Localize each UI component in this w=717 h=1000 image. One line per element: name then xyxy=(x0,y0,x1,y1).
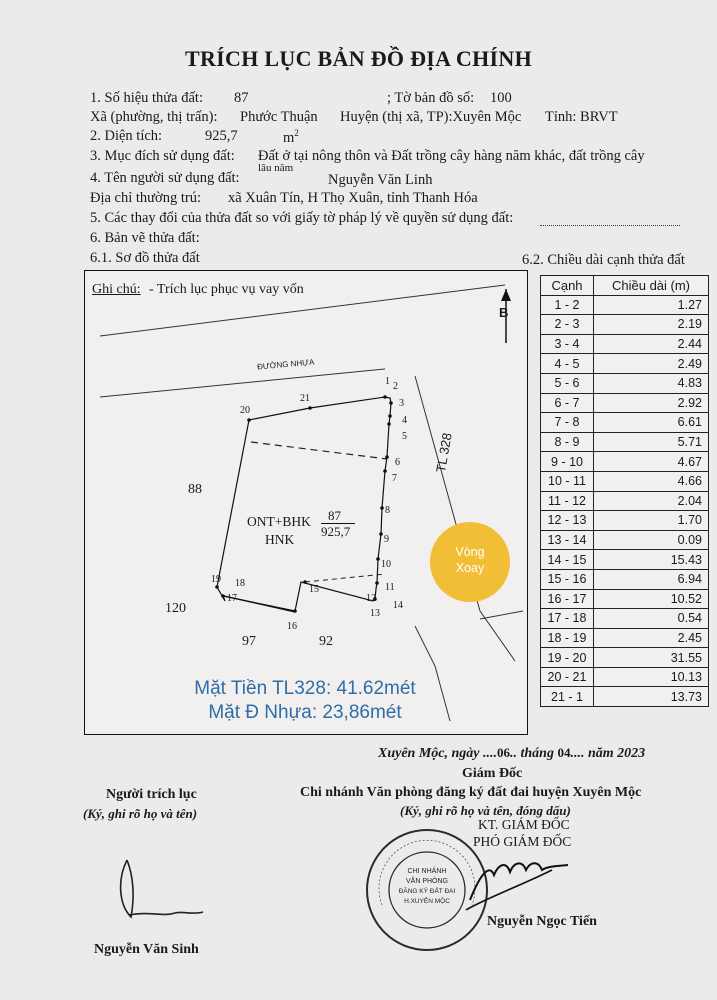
length-cell: 15.43 xyxy=(594,550,709,570)
col-length-header: Chiều dài (m) xyxy=(594,276,709,296)
extractor-note: (Ký, ghi rõ họ và tên) xyxy=(83,806,198,821)
length-cell: 6.61 xyxy=(594,413,709,433)
edge-length-table xyxy=(540,275,709,707)
table-row xyxy=(541,295,709,315)
province-label: Tỉnh: BRVT xyxy=(545,109,618,125)
signer-name: Nguyễn Ngọc Tiến xyxy=(487,914,597,929)
point-17: 17 xyxy=(227,593,237,604)
neighbor-92: 92 xyxy=(319,634,333,649)
address-label: Địa chỉ thường trú: xyxy=(90,190,201,206)
director-signature xyxy=(462,840,612,920)
table-row xyxy=(541,648,709,668)
edge-cell: 13 - 14 xyxy=(541,530,594,550)
point-15: 15 xyxy=(309,584,319,595)
neighbor-120: 120 xyxy=(165,601,186,616)
table-row xyxy=(541,393,709,413)
edge-cell: 2 - 3 xyxy=(541,315,594,335)
edge-cell: 4 - 5 xyxy=(541,354,594,374)
edge-cell: 19 - 20 xyxy=(541,648,594,668)
neighbor-88: 88 xyxy=(188,482,202,497)
edge-cell: 16 - 17 xyxy=(541,589,594,609)
dashed-line-1 xyxy=(251,442,387,459)
deputy-title: PHÓ GIÁM ĐỐC xyxy=(473,834,572,849)
map-sheet-no: 100 xyxy=(490,90,512,106)
table-row xyxy=(541,667,709,687)
length-cell: 4.83 xyxy=(594,373,709,393)
district-label: Huyện (thị xã, TP):Xuyên Mộc xyxy=(340,109,522,125)
document-title: TRÍCH LỤC BẢN ĐỒ ĐỊA CHÍNH xyxy=(184,46,532,71)
length-cell: 0.09 xyxy=(594,530,709,550)
length-cell: 1.27 xyxy=(594,295,709,315)
table-row xyxy=(541,471,709,491)
parcel-use2: HNK xyxy=(265,532,295,547)
point-4: 4 xyxy=(402,415,407,426)
length-cell: 2.04 xyxy=(594,491,709,511)
table-row xyxy=(541,315,709,335)
map-sheet-label: ; Tờ bản đồ số: xyxy=(387,90,475,106)
length-cell: 2.92 xyxy=(594,393,709,413)
changes-label: 5. Các thay đổi của thửa đất so với giấy tờ pháp lý về quyền sử dụng đất: xyxy=(90,210,514,226)
kt-label: KT. GIÁM ĐỐC xyxy=(478,817,570,832)
parcel-use: ONT+BHK xyxy=(247,514,311,529)
table-row xyxy=(541,373,709,393)
note-label: Ghi chú: xyxy=(92,282,141,297)
extractor-signature xyxy=(105,855,215,930)
purpose-value: Đất ở tại nông thôn và Đất trồng cây hàng năm khác, đất trồng cây xyxy=(258,148,645,164)
date-prefix: Xuyên Mộc, ngày xyxy=(378,746,480,761)
neighbor-97: 97 xyxy=(242,634,256,649)
tl328-label: TL 328 xyxy=(433,431,455,474)
point-14: 14 xyxy=(393,600,403,611)
edge-cell: 18 - 19 xyxy=(541,628,594,648)
table-row xyxy=(541,530,709,550)
parcel-no: 87 xyxy=(234,90,249,106)
table-row xyxy=(541,589,709,609)
table-row xyxy=(541,413,709,433)
date-year: năm 2023 xyxy=(587,746,646,761)
svg-text:CHI NHÁNH: CHI NHÁNH xyxy=(407,868,447,875)
svg-text:H.XUYÊN MỘC: H.XUYÊN MỘC xyxy=(404,898,450,905)
area-value: 925,7 xyxy=(205,128,238,144)
tl328-branch xyxy=(480,611,523,619)
length-cell: 1.70 xyxy=(594,511,709,531)
length-cell: 2.45 xyxy=(594,628,709,648)
owner-name: Nguyễn Văn Linh xyxy=(328,172,433,188)
director-title: Giám Đốc xyxy=(462,766,523,781)
point-16: 16 xyxy=(287,621,297,632)
point-3: 3 xyxy=(399,398,404,409)
edge-cell: 15 - 16 xyxy=(541,569,594,589)
office-sign-note: (Ký, ghi rõ họ và tên, đóng dấu) xyxy=(400,803,571,818)
edge-cell: 1 - 2 xyxy=(541,295,594,315)
parcel-sketch xyxy=(84,270,528,735)
overlay-frontage-tl328: Mặt Tiền TL328: 41.62mét xyxy=(194,678,416,699)
length-cell: 2.19 xyxy=(594,315,709,335)
area-unit: $m^2$ xyxy=(283,128,299,146)
edge-table-label: 6.2. Chiều dài cạnh thửa đất xyxy=(522,252,685,268)
point-7: 7 xyxy=(392,473,397,484)
parcel-no-map: 87 xyxy=(328,508,341,523)
extractor-title: Người trích lục xyxy=(106,787,197,802)
drawing-label: 6. Bản vẽ thửa đất: xyxy=(90,230,200,246)
parcel-area-map: 925,7 xyxy=(321,524,351,539)
road-edge-bottom xyxy=(100,369,385,397)
length-cell: 31.55 xyxy=(594,648,709,668)
table-row xyxy=(541,354,709,374)
col-edge-header: Cạnh xyxy=(541,276,594,296)
table-row xyxy=(541,609,709,629)
edge-cell: 10 - 11 xyxy=(541,471,594,491)
table-row xyxy=(541,452,709,472)
length-cell: 6.94 xyxy=(594,569,709,589)
purpose-value-cont: lâu năm xyxy=(258,162,294,174)
length-cell: 0.54 xyxy=(594,609,709,629)
length-cell: 4.66 xyxy=(594,471,709,491)
length-cell: 10.13 xyxy=(594,667,709,687)
commune-label: Xã (phường, thị trấn): xyxy=(90,109,218,125)
extractor-name: Nguyễn Văn Sinh xyxy=(94,942,199,957)
note-text: - Trích lục phục vụ vay vốn xyxy=(149,282,304,297)
owner-label: 4. Tên người sử dụng đất: xyxy=(90,170,240,186)
edge-cell: 14 - 15 xyxy=(541,550,594,570)
length-cell: 10.52 xyxy=(594,589,709,609)
date-day: 06 xyxy=(497,745,510,760)
table-row xyxy=(541,550,709,570)
road-name: ĐƯỜNG NHỰA xyxy=(256,357,315,372)
point-13: 13 xyxy=(370,608,380,619)
point-9: 9 xyxy=(384,534,389,545)
table-row xyxy=(541,511,709,531)
table-row xyxy=(541,569,709,589)
parcel-map-svg xyxy=(85,271,527,734)
point-6: 6 xyxy=(395,457,400,468)
edge-cell: 11 - 12 xyxy=(541,491,594,511)
date-month-label: tháng xyxy=(520,746,554,761)
length-cell: 5.71 xyxy=(594,432,709,452)
edge-cell: 3 - 4 xyxy=(541,334,594,354)
point-8: 8 xyxy=(385,505,390,516)
svg-text:VĂN PHÒNG: VĂN PHÒNG xyxy=(405,878,449,885)
changes-dotted-line xyxy=(540,225,680,226)
length-cell: 13.73 xyxy=(594,687,709,707)
area-label: 2. Diện tích: xyxy=(90,128,163,144)
address-value: xã Xuân Tín, H Thọ Xuân, tỉnh Thanh Hóa xyxy=(228,190,478,206)
edge-cell: 20 - 21 xyxy=(541,667,594,687)
point-5: 5 xyxy=(402,431,407,442)
roundabout-label: Vòng Xoay xyxy=(455,545,485,575)
overlay-frontage-asphalt: Mặt Đ Nhựa: 23,86mét xyxy=(208,702,402,723)
edge-cell: 9 - 10 xyxy=(541,452,594,472)
parcel-no-label: 1. Số hiệu thửa đất: xyxy=(90,90,203,106)
edge-cell: 6 - 7 xyxy=(541,393,594,413)
length-cell: 2.49 xyxy=(594,354,709,374)
length-cell: 4.67 xyxy=(594,452,709,472)
length-cell: 2.44 xyxy=(594,334,709,354)
table-row xyxy=(541,491,709,511)
point-18: 18 xyxy=(235,578,245,589)
table-row xyxy=(541,687,709,707)
point-1: 1 xyxy=(385,376,390,387)
table-row xyxy=(541,432,709,452)
point-19: 19 xyxy=(211,574,221,585)
point-10: 10 xyxy=(381,559,391,570)
point-20: 20 xyxy=(240,405,250,416)
table-row xyxy=(541,334,709,354)
table-header-row xyxy=(541,276,709,296)
point-12: 12 xyxy=(366,593,376,604)
table-row xyxy=(541,628,709,648)
edge-cell: 7 - 8 xyxy=(541,413,594,433)
point-21: 21 xyxy=(300,393,310,404)
edge-cell: 12 - 13 xyxy=(541,511,594,531)
dashed-line-2 xyxy=(305,574,385,582)
date-month: 04 xyxy=(557,745,571,760)
sketch-label: 6.1. Sơ đồ thửa đất xyxy=(90,250,200,266)
point-11: 11 xyxy=(385,582,395,593)
edge-cell: 21 - 1 xyxy=(541,687,594,707)
edge-cell: 5 - 6 xyxy=(541,373,594,393)
north-label: B xyxy=(499,305,509,320)
point-2: 2 xyxy=(393,381,398,392)
purpose-label: 3. Mục đích sử dụng đất: xyxy=(90,148,235,164)
commune: Phước Thuận xyxy=(240,109,318,125)
edge-cell: 17 - 18 xyxy=(541,609,594,629)
tl328-edge-right xyxy=(415,376,515,661)
office-name: Chi nhánh Văn phòng đăng ký đất đai huyện Xuyên Mộc xyxy=(300,785,642,800)
edge-cell: 8 - 9 xyxy=(541,432,594,452)
svg-text:ĐĂNG KÝ ĐẤT ĐAI: ĐĂNG KÝ ĐẤT ĐAI xyxy=(398,888,456,895)
